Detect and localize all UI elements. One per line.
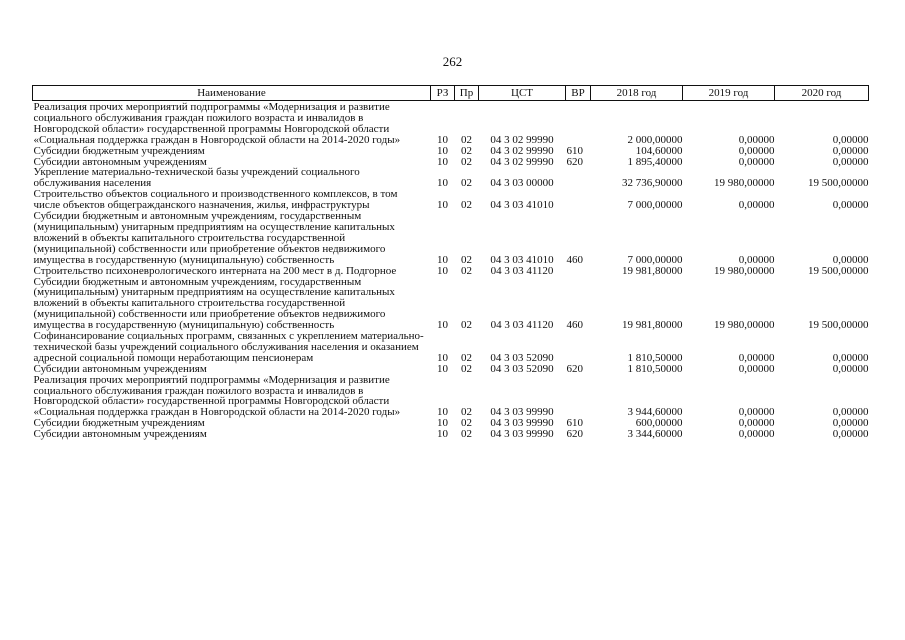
table-row xyxy=(33,146,869,157)
table-row xyxy=(33,331,869,364)
row-rz: 10 xyxy=(437,264,448,277)
row-2018: 2 000,00000 xyxy=(627,133,683,146)
row-pr: 02 xyxy=(461,155,472,168)
row-2020: 19 500,00000 xyxy=(808,319,869,332)
row-vr xyxy=(566,101,591,146)
row-2020: 0,00000 xyxy=(832,406,869,419)
table-row xyxy=(33,167,869,189)
row-name: Строительство психоневрологического интерната на 200 мест в д. Подгорное xyxy=(33,264,397,277)
row-2018: 1 810,50000 xyxy=(627,362,683,375)
table-row xyxy=(33,211,869,266)
row-rz: 10 xyxy=(437,428,448,441)
row-2020: 0,00000 xyxy=(832,362,869,375)
row-2018: 600,00000 xyxy=(635,417,683,430)
row-2018: 3 944,60000 xyxy=(627,406,683,419)
row-2018: 3 344,60000 xyxy=(627,428,683,441)
table-row xyxy=(33,101,869,146)
row-cst: 04 3 03 00000 xyxy=(490,177,554,190)
row-name: Субсидии бюджетным и автономным учреждениям, государственным (муниципальным) унитарным предприятиям на осуществление капитальных вложений в объекты капитального строительства государственной (муниципальной) собственности или приобретение объектов недвижимого имущества в государственную (муниципальную) собственность xyxy=(33,275,395,332)
row-name: Реализация прочих мероприятий подпрограммы «Модернизация и развитие социального обслуживания граждан пожилого возраста и инвалидов в Новгородской области» государственной программы Новгородской области «Социальная поддержка граждан в Новгородской области на 2014-2020 годы» xyxy=(33,101,401,146)
row-2020: 0,00000 xyxy=(832,428,869,441)
row-cst: 04 3 02 99990 xyxy=(490,133,554,146)
row-rz: 10 xyxy=(437,351,448,364)
row-2018: 7 000,00000 xyxy=(627,199,683,212)
row-vr xyxy=(566,331,591,364)
row-2020: 19 500,00000 xyxy=(808,177,869,190)
table-header-row xyxy=(33,86,869,101)
row-name: Субсидии автономным учреждениям xyxy=(33,428,207,441)
row-cst: 04 3 03 41010 xyxy=(490,199,554,212)
row-2019: 0,00000 xyxy=(738,417,775,430)
row-pr: 02 xyxy=(461,428,472,441)
row-rz: 10 xyxy=(437,406,448,419)
header-cst: ЦСТ xyxy=(479,86,566,101)
row-vr: 620 xyxy=(566,155,583,168)
row-rz: 10 xyxy=(437,177,448,190)
row-2020: 0,00000 xyxy=(832,144,869,157)
row-2019: 0,00000 xyxy=(738,199,775,212)
row-cst: 04 3 03 52090 xyxy=(490,351,554,364)
row-2019: 0,00000 xyxy=(738,133,775,146)
row-vr: 460 xyxy=(566,319,583,332)
row-name: Субсидии автономным учреждениям xyxy=(33,155,207,168)
row-2018: 104,60000 xyxy=(635,144,683,157)
row-pr: 02 xyxy=(461,144,472,157)
row-2019: 0,00000 xyxy=(738,406,775,419)
row-rz: 10 xyxy=(437,362,448,375)
page-number: 262 xyxy=(442,54,463,69)
budget-table xyxy=(32,85,869,440)
row-name: Субсидии бюджетным и автономным учреждениям, государственным (муниципальным) унитарным предприятиям на осуществление капитальных вложений в объекты капитального строительства государственной (муниципальной) собственности или приобретение объектов недвижимого имущества в государственную (муниципальную) собственность xyxy=(33,210,395,266)
row-cst: 04 3 03 41120 xyxy=(490,319,554,332)
row-vr xyxy=(566,167,591,189)
row-rz: 10 xyxy=(437,253,448,266)
row-2019: 19 980,00000 xyxy=(714,319,775,332)
header-name: Наименование xyxy=(33,86,431,101)
row-name: Укрепление материально-технической базы учреждений социального обслуживания населения xyxy=(33,166,360,190)
row-2019: 0,00000 xyxy=(738,144,775,157)
row-vr: 620 xyxy=(566,428,583,441)
row-rz: 10 xyxy=(437,144,448,157)
row-vr: 610 xyxy=(566,144,583,157)
row-2020: 0,00000 xyxy=(832,351,869,364)
row-cst: 04 3 03 52090 xyxy=(490,362,554,375)
row-pr: 02 xyxy=(461,406,472,419)
header-2019: 2019 год xyxy=(683,86,775,101)
table-row xyxy=(33,277,869,332)
row-cst: 04 3 03 41010 xyxy=(490,253,554,266)
row-2018: 1 810,50000 xyxy=(627,351,683,364)
row-vr xyxy=(566,266,591,277)
row-vr xyxy=(566,375,591,419)
row-2018: 1 895,40000 xyxy=(627,155,683,168)
row-vr: 610 xyxy=(566,417,583,430)
row-name: Софинансирование социальных программ, связанных с укреплением материально-технической базы учреждений социального обслуживания населения и оказанием адресной социальной помощи неработающим пенсионерам xyxy=(33,330,424,364)
row-2020: 0,00000 xyxy=(832,155,869,168)
row-cst: 04 3 02 99990 xyxy=(490,144,554,157)
row-name: Субсидии автономным учреждениям xyxy=(33,362,207,375)
header-2018: 2018 год xyxy=(591,86,683,101)
row-rz: 10 xyxy=(437,319,448,332)
row-rz: 10 xyxy=(437,133,448,146)
row-pr: 02 xyxy=(461,253,472,266)
row-rz: 10 xyxy=(437,417,448,430)
row-2020: 0,00000 xyxy=(832,199,869,212)
header-pr: Пр xyxy=(455,86,479,101)
row-pr: 02 xyxy=(461,319,472,332)
row-vr: 460 xyxy=(566,253,583,266)
row-pr: 02 xyxy=(461,177,472,190)
row-pr: 02 xyxy=(461,362,472,375)
header-rz: РЗ xyxy=(431,86,455,101)
row-name: Субсидии бюджетным учреждениям xyxy=(33,417,205,430)
row-vr: 620 xyxy=(566,362,583,375)
table-row xyxy=(33,266,869,277)
table-row xyxy=(33,189,869,211)
table-row xyxy=(33,375,869,419)
row-cst: 04 3 03 41120 xyxy=(490,264,554,277)
row-cst: 04 3 03 99990 xyxy=(490,417,554,430)
row-2019: 0,00000 xyxy=(738,362,775,375)
row-pr: 02 xyxy=(461,351,472,364)
row-cst: 04 3 03 99990 xyxy=(490,428,554,441)
row-pr: 02 xyxy=(461,133,472,146)
row-2019: 0,00000 xyxy=(738,351,775,364)
row-2018: 7 000,00000 xyxy=(627,253,683,266)
row-name: Строительство объектов социального и производственного комплексов, в том числе объектов общегражданского назначения, жилья, инфраструктуры xyxy=(33,188,398,212)
row-cst: 04 3 02 99990 xyxy=(490,155,554,168)
row-2020: 0,00000 xyxy=(832,417,869,430)
row-vr xyxy=(566,189,591,211)
row-2020: 0,00000 xyxy=(832,133,869,146)
row-2019: 19 980,00000 xyxy=(714,177,775,190)
row-2019: 19 980,00000 xyxy=(714,264,775,277)
row-2020: 19 500,00000 xyxy=(808,264,869,277)
header-vr: ВР xyxy=(566,86,591,101)
header-2020: 2020 год xyxy=(775,86,869,101)
row-cst: 04 3 03 99990 xyxy=(490,406,554,419)
table-row xyxy=(33,429,869,440)
row-2020: 0,00000 xyxy=(832,253,869,266)
row-2019: 0,00000 xyxy=(738,253,775,266)
row-2018: 19 981,80000 xyxy=(622,264,683,277)
row-pr: 02 xyxy=(461,199,472,212)
row-pr: 02 xyxy=(461,417,472,430)
row-rz: 10 xyxy=(437,155,448,168)
row-2018: 32 736,90000 xyxy=(622,177,683,190)
row-name: Субсидии бюджетным учреждениям xyxy=(33,144,205,157)
row-2018: 19 981,80000 xyxy=(622,319,683,332)
row-rz: 10 xyxy=(437,199,448,212)
row-2019: 0,00000 xyxy=(738,155,775,168)
row-name: Реализация прочих мероприятий подпрограммы «Модернизация и развитие социального обслуживания граждан пожилого возраста и инвалидов в Новгородской области» государственной программы Новгородской области «Социальная поддержка граждан в Новгородской области на 2014-2020 годы» xyxy=(33,373,401,419)
row-pr: 02 xyxy=(461,264,472,277)
row-2019: 0,00000 xyxy=(738,428,775,441)
